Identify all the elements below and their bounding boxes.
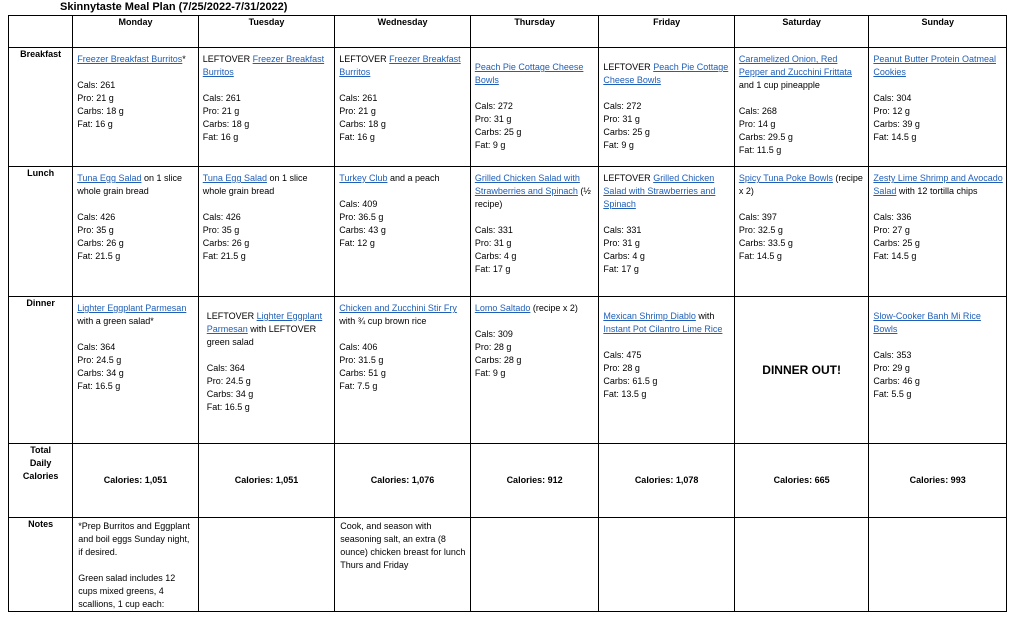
day-header-monday: Monday [73,16,199,48]
leftover-label: LEFTOVER [339,54,390,64]
recipe-link[interactable]: Peach Pie Cottage Cheese Bowls [474,62,584,85]
recipe-link[interactable]: Mexican Shrimp Diablo [603,311,696,321]
breakfast-monday [73,48,199,167]
calories: Cals: 272 [603,101,642,111]
protein: Pro: 31 g [603,114,640,124]
notes-monday [73,518,199,612]
breakfast-friday [599,48,735,167]
calories: Cals: 309 [474,329,513,339]
totals-row [9,444,1007,518]
lunch-friday [599,167,735,297]
day-header-thursday: Thursday [470,16,599,48]
protein: Pro: 28 g [603,363,640,373]
carbs: Carbs: 29.5 g [738,132,793,142]
notes-sunday [869,518,1007,612]
leftover-label: LEFTOVER [603,173,654,183]
meal-plan-table [8,15,1007,612]
recipe-link-secondary[interactable]: Instant Pot Cilantro Lime Rice [603,324,723,334]
calories: Cals: 397 [738,212,777,222]
carbs: Carbs: 25 g [474,127,522,137]
protein: Pro: 31 g [474,238,512,248]
meal-note: on 1 slice whole grain bread [77,173,182,196]
note-text: *Prep Burritos and Eggplant and boil eggs Sunday night, if desired. [78,521,190,557]
calories: Cals: 475 [603,350,642,360]
total-thursday: Calories: 912 [470,444,599,518]
protein: Pro: 28 g [474,342,512,352]
dinner-friday [599,297,735,444]
dinner-row [9,297,1007,444]
protein: Pro: 31.5 g [339,355,384,365]
dinner-tuesday [198,297,335,444]
calories: Cals: 261 [339,93,378,103]
fat: Fat: 17 g [474,264,511,274]
calories: Cals: 261 [77,80,116,90]
fat: Fat: 14.5 g [873,251,917,261]
calories: Cals: 331 [474,225,513,235]
carbs: Carbs: 51 g [339,368,386,378]
row-label-dinner: Dinner [9,297,73,444]
fat: Fat: 21.5 g [77,251,121,261]
breakfast-thursday [470,48,599,167]
total-tuesday: Calories: 1,051 [198,444,335,518]
day-header-tuesday: Tuesday [198,16,335,48]
carbs: Carbs: 25 g [873,238,920,248]
protein: Pro: 36.5 g [339,212,384,222]
fat: Fat: 5.5 g [873,389,912,399]
fat: Fat: 7.5 g [339,381,378,391]
document-title: Skinnytaste Meal Plan (7/25/2022-7/31/2022) [60,1,288,13]
header-row [9,16,1007,48]
recipe-link[interactable]: Tuna Egg Salad [77,173,142,183]
recipe-link[interactable]: Caramelized Onion, Red Pepper and Zucchini Frittata [738,54,852,77]
protein: Pro: 21 g [202,106,240,116]
dinner-monday [73,297,199,444]
lunch-saturday [734,167,869,297]
carbs: Carbs: 18 g [77,106,124,116]
carbs: Carbs: 61.5 g [603,376,658,386]
calories: Cals: 336 [873,212,912,222]
carbs: Carbs: 25 g [603,127,650,137]
fat: Fat: 13.5 g [603,389,647,399]
protein: Pro: 21 g [339,106,376,116]
dinner-sunday [869,297,1007,444]
lunch-tuesday [198,167,335,297]
notes-wednesday [335,518,471,612]
protein: Pro: 31 g [474,114,512,124]
notes-thursday [470,518,599,612]
fat: Fat: 14.5 g [873,132,917,142]
carbs: Carbs: 26 g [77,238,124,248]
protein: Pro: 27 g [873,225,910,235]
row-label-notes: Notes [9,518,73,612]
fat: Fat: 16.5 g [206,402,250,412]
fat: Fat: 21.5 g [202,251,246,261]
carbs: Carbs: 4 g [603,251,645,261]
meal-note: (recipe x 2) [530,303,578,313]
calories: Cals: 364 [206,363,245,373]
total-label-line: Calories [22,471,59,481]
notes-tuesday [198,518,335,612]
protein: Pro: 14 g [738,119,776,129]
recipe-link[interactable]: Lomo Saltado [474,303,531,313]
lunch-monday [73,167,199,297]
recipe-link[interactable]: Grilled Chicken Salad with Strawberries and Spinach [603,173,716,209]
recipe-link[interactable]: Zesty Lime Shrimp and Avocado Salad [873,173,1003,196]
calories: Cals: 406 [339,342,378,352]
carbs: Carbs: 26 g [202,238,250,248]
meal-note: and a peach [387,173,440,183]
row-label-breakfast: Breakfast [9,48,73,167]
lunch-sunday [869,167,1007,297]
calories: Cals: 261 [202,93,241,103]
calories: Cals: 331 [603,225,642,235]
recipe-link[interactable]: Freezer Breakfast Burritos [77,54,183,64]
fat: Fat: 11.5 g [738,145,782,155]
calories: Cals: 304 [873,93,912,103]
recipe-link[interactable]: Lighter Eggplant Parmesan [77,303,187,313]
calories: Cals: 353 [873,350,912,360]
total-wednesday: Calories: 1,076 [335,444,471,518]
meal-note: with a green salad* [77,316,154,326]
protein: Pro: 24.5 g [206,376,251,386]
calories: Cals: 272 [474,101,513,111]
fat: Fat: 9 g [474,368,506,378]
leftover-label: LEFTOVER [202,54,253,64]
fat: Fat: 17 g [603,264,639,274]
protein: Pro: 31 g [603,238,640,248]
carbs: Carbs: 39 g [873,119,920,129]
fat: Fat: 14.5 g [738,251,782,261]
leftover-label: LEFTOVER [603,62,654,72]
carbs: Carbs: 34 g [206,389,254,399]
calories: Cals: 426 [77,212,116,222]
total-friday: Calories: 1,078 [599,444,735,518]
note-text: Cook, and season with seasoning salt, an extra (8 ounce) chicken breast for lunch Thurs and Friday [340,521,466,570]
carbs: Carbs: 43 g [339,225,386,235]
dinner-saturday [734,297,869,444]
leftover-label: LEFTOVER [206,311,257,321]
meal-note: on 1 slice whole grain bread [202,173,308,196]
dinner-wednesday [335,297,471,444]
fat: Fat: 9 g [474,140,506,150]
carbs: Carbs: 34 g [77,368,124,378]
fat: Fat: 16.5 g [77,381,121,391]
breakfast-sunday [869,48,1007,167]
notes-row [9,518,1007,612]
notes-friday [599,518,735,612]
carbs: Carbs: 46 g [873,376,920,386]
calories: Cals: 364 [77,342,116,352]
total-label-line: Total [30,445,52,455]
recipe-link[interactable]: Grilled Chicken Salad with Strawberries and Spinach [474,173,580,196]
total-sunday: Calories: 993 [869,444,1007,518]
recipe-link[interactable]: Chicken and Zucchini Stir Fry [339,303,457,313]
breakfast-wednesday [335,48,471,167]
note-text: Green salad includes 12 cups mixed greens, 4 scallions, 1 cup each: [78,573,176,609]
meal-note: * [182,54,186,64]
day-header-saturday: Saturday [734,16,869,48]
protein: Pro: 35 g [77,225,114,235]
protein: Pro: 24.5 g [77,355,122,365]
day-header-wednesday: Wednesday [335,16,471,48]
recipe-link[interactable]: Tuna Egg Salad [202,173,267,183]
carbs: Carbs: 18 g [202,119,250,129]
protein: Pro: 35 g [202,225,240,235]
fat: Fat: 16 g [339,132,375,142]
protein: Pro: 12 g [873,106,910,116]
lunch-row [9,167,1007,297]
recipe-link[interactable]: Spicy Tuna Poke Bowls [738,173,833,183]
corner-cell [9,16,73,48]
breakfast-saturday [734,48,869,167]
recipe-link[interactable]: Slow-Cooker Banh Mi Rice Bowls [873,311,981,334]
fat: Fat: 16 g [77,119,113,129]
carbs: Carbs: 33.5 g [738,238,793,248]
protein: Pro: 29 g [873,363,910,373]
carbs: Carbs: 18 g [339,119,386,129]
meal-note: with LEFTOVER green salad [206,324,317,347]
recipe-link[interactable]: Peach Pie Cottage Cheese Bowls [603,62,729,85]
meal-note: (½ recipe) [474,186,591,209]
lunch-thursday [470,167,599,297]
meal-note: with [695,311,715,321]
recipe-link[interactable]: Freezer Breakfast Burritos [339,54,461,77]
calories: Cals: 409 [339,199,378,209]
carbs: Carbs: 28 g [474,355,522,365]
day-header-sunday: Sunday [869,16,1007,48]
fat: Fat: 9 g [603,140,634,150]
meal-note: with ¾ cup brown rice [339,316,427,326]
calories: Cals: 426 [202,212,241,222]
recipe-link[interactable]: Lighter Eggplant Parmesan [206,311,323,334]
protein: Pro: 32.5 g [738,225,783,235]
carbs: Carbs: 4 g [474,251,517,261]
total-saturday: Calories: 665 [734,444,869,518]
lunch-wednesday [335,167,471,297]
dinner-out-label: DINNER OUT! [762,362,841,377]
row-label-total [9,444,73,518]
breakfast-tuesday [198,48,335,167]
total-label-line: Daily [29,458,52,468]
breakfast-row [9,48,1007,167]
notes-saturday [734,518,869,612]
day-header-friday: Friday [599,16,735,48]
meal-note: with 12 tortilla chips [896,186,978,196]
total-monday: Calories: 1,051 [73,444,199,518]
recipe-link[interactable]: Peanut Butter Protein Oatmeal Cookies [873,54,996,77]
protein: Pro: 21 g [77,93,114,103]
row-label-lunch: Lunch [9,167,73,297]
recipe-link[interactable]: Freezer Breakfast Burritos [202,54,325,77]
fat: Fat: 12 g [339,238,375,248]
meal-note: (recipe x 2) [738,173,863,196]
dinner-thursday [470,297,599,444]
fat: Fat: 16 g [202,132,239,142]
calories: Cals: 268 [738,106,777,116]
recipe-link[interactable]: Turkey Club [339,173,388,183]
meal-note: and 1 cup pineapple [738,80,820,90]
